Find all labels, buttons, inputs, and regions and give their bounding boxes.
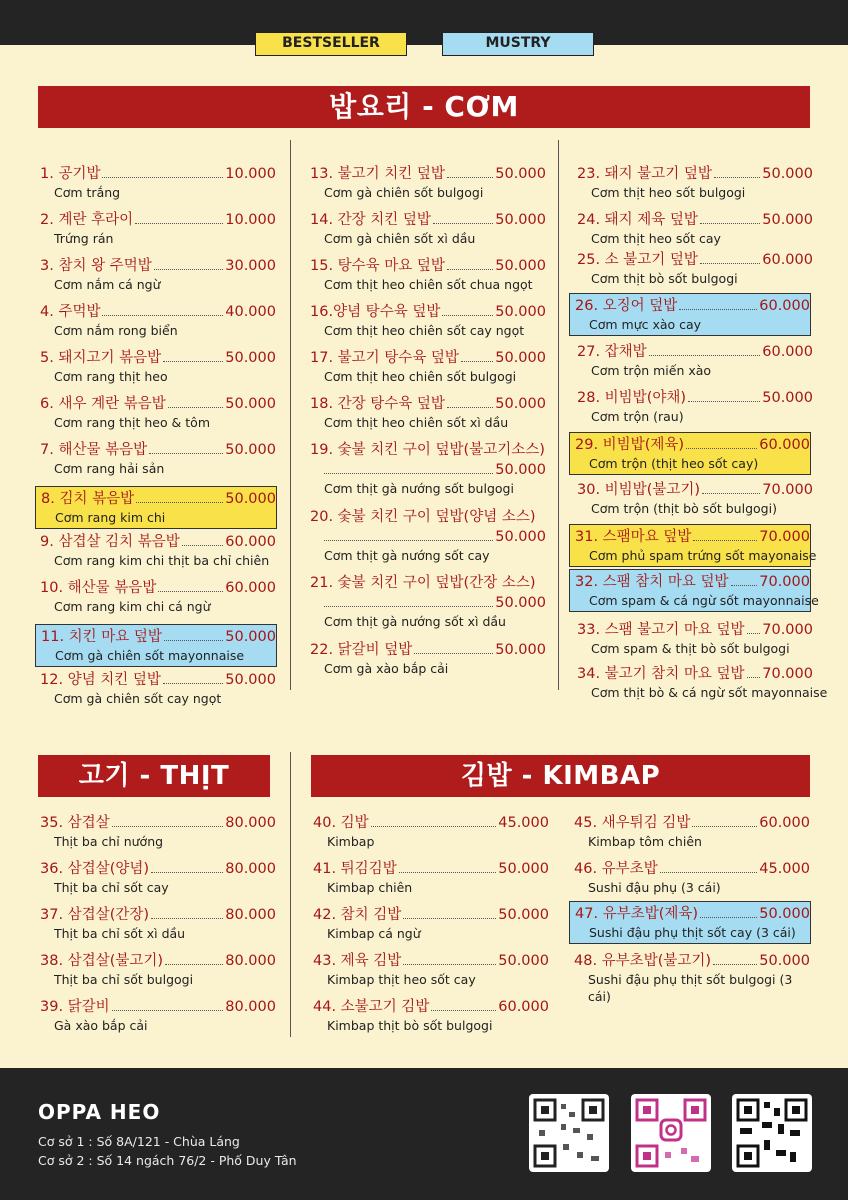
menu-item-description: Cơm rang kim chi thịt ba chỉ chiên: [54, 553, 270, 568]
menu-item-price: 80.000: [225, 953, 276, 969]
menu-item: [38, 164, 276, 201]
leader-dots: [403, 918, 496, 919]
leader-dots: [163, 683, 223, 684]
menu-item: [575, 620, 813, 657]
menu-item: [38, 997, 276, 1034]
menu-item-name: 28. 비빔밥(야채): [577, 390, 687, 406]
leader-dots: [447, 269, 493, 270]
menu-item-description: Thịt ba chỉ nướng: [54, 834, 164, 849]
menu-item-description: Cơm thịt gà nướng sốt xì dầu: [324, 614, 506, 629]
menu-item-description: Kimbap chiên: [327, 880, 413, 895]
menu-item: [38, 670, 276, 707]
leader-dots: [649, 355, 761, 356]
mustry-legend: MUSTRY: [442, 32, 594, 56]
menu-item-name: 36. 삼겹살(양념): [40, 861, 150, 877]
menu-item-name: 42. 참치 김밥: [313, 907, 402, 923]
menu-item-description: Kimbap tôm chiên: [588, 834, 702, 849]
menu-item-price: 50.000: [759, 906, 810, 922]
leader-dots: [112, 826, 224, 827]
leader-dots: [182, 545, 224, 546]
column-divider: [290, 140, 291, 690]
menu-item-name: 22. 닭갈비 덮밥: [310, 642, 413, 658]
leader-dots: [399, 872, 497, 873]
menu-item-price: 50.000: [759, 953, 810, 969]
menu-item-name: 2. 계란 후라이: [40, 212, 134, 228]
menu-item-name: 5. 돼지고기 볶음밥: [40, 350, 162, 366]
menu-item-price: 60.000: [762, 344, 813, 360]
menu-item-name: 15. 탕수육 마요 덮밥: [310, 258, 445, 274]
menu-item-price: 60.000: [225, 534, 276, 550]
menu-item-price: 70.000: [762, 666, 813, 682]
leader-dots: [324, 606, 493, 607]
menu-item-description: Thịt ba chỉ sốt bulgogi: [54, 972, 194, 987]
menu-item-name: 24. 돼지 제육 덮밥: [577, 212, 698, 228]
qr-code-icon[interactable]: [732, 1094, 812, 1172]
menu-item: [575, 664, 828, 701]
leader-dots: [660, 872, 758, 873]
leader-dots: [686, 448, 757, 449]
menu-item-description: Cơm spam & thịt bò sốt bulgogi: [591, 641, 790, 656]
leader-dots: [112, 1010, 224, 1011]
menu-item-name: 12. 양념 치킨 덮밥: [40, 672, 161, 688]
menu-item-price: 45.000: [759, 861, 810, 877]
menu-item-description: Cơm gà xào bắp cải: [324, 661, 449, 676]
menu-item: [308, 394, 546, 431]
menu-item-name: 45. 새우튀김 김밥: [574, 815, 691, 831]
menu-item: [572, 813, 810, 850]
leader-dots: [102, 315, 223, 316]
menu-item-price: 50.000: [495, 304, 546, 320]
menu-item-name: 29. 비빔밥(제육): [575, 437, 685, 453]
menu-item-name: 21. 숯불 치킨 구이 덮밥(간장 소스): [310, 575, 536, 591]
menu-item-price: 60.000: [759, 437, 810, 453]
menu-item: [38, 905, 276, 942]
menu-item-description: Cơm gà chiên sốt cay ngọt: [54, 691, 222, 706]
menu-item-price: 70.000: [762, 622, 813, 638]
menu-item-price: 50.000: [495, 350, 546, 366]
menu-item-price: 80.000: [225, 999, 276, 1015]
menu-item: [311, 905, 549, 942]
leader-dots: [692, 826, 757, 827]
leader-dots: [731, 585, 758, 586]
menu-item: [575, 388, 813, 425]
menu-item-name: 23. 돼지 불고기 덮밥: [577, 166, 712, 182]
menu-item-name: 20. 숯불 치킨 구이 덮밥(양념 소스): [310, 509, 536, 525]
menu-item-description: Cơm thịt heo sốt bulgogi: [591, 185, 746, 200]
menu-item-price: 60.000: [759, 815, 810, 831]
menu-item-price: 60.000: [759, 298, 810, 314]
leader-dots: [136, 502, 223, 503]
menu-item-description: Cơm rang thịt heo: [54, 369, 168, 384]
leader-dots: [165, 964, 223, 965]
menu-item: [311, 951, 549, 988]
column-divider: [558, 140, 559, 690]
menu-item-price: 60.000: [225, 580, 276, 596]
menu-item: [569, 432, 811, 475]
leader-dots: [461, 361, 493, 362]
menu-item: [569, 293, 811, 336]
menu-item-price: 80.000: [225, 861, 276, 877]
leader-dots: [102, 177, 223, 178]
menu-item-price: 10.000: [225, 212, 276, 228]
menu-item-name: 30. 비빔밥(불고기): [577, 482, 701, 498]
section-title-kimbap: 김밥 - KIMBAP: [311, 755, 810, 797]
menu-item: [38, 394, 276, 431]
menu-item-price: 80.000: [225, 815, 276, 831]
menu-item: [38, 951, 276, 988]
brand-name: OPPA HEO: [38, 1100, 161, 1124]
menu-item: [308, 640, 546, 677]
menu-item-price: 50.000: [495, 642, 546, 658]
menu-item-name: 43. 제육 김밥: [313, 953, 402, 969]
menu-item-price: 50.000: [498, 861, 549, 877]
leader-dots: [700, 263, 760, 264]
leader-dots: [324, 473, 493, 474]
menu-item-description: Cơm trộn (thịt bò sốt bulgogi): [591, 501, 777, 516]
menu-item-price: 50.000: [762, 166, 813, 182]
column-divider: [290, 752, 291, 1037]
leader-dots: [158, 591, 223, 592]
leader-dots: [700, 223, 760, 224]
menu-item-price: 50.000: [225, 672, 276, 688]
leader-dots: [702, 493, 760, 494]
menu-item-price: 50.000: [762, 212, 813, 228]
menu-item-name: 31. 스팸마요 덮밥: [575, 529, 692, 545]
menu-item: [38, 256, 276, 293]
menu-item-price: 10.000: [225, 166, 276, 182]
menu-item-description: Sushi đậu phụ thịt sốt bulgogi (3 cái): [588, 972, 793, 1004]
section-title-thit: 고기 - THỊT: [38, 755, 270, 797]
leader-dots: [688, 401, 760, 402]
leader-dots: [324, 540, 493, 541]
menu-item-description: Cơm thịt heo chiên sốt chua ngọt: [324, 277, 533, 292]
menu-item: [308, 164, 546, 201]
menu-item-description: Cơm rang thịt heo & tôm: [54, 415, 211, 430]
menu-item: [308, 256, 546, 293]
leader-dots: [154, 269, 224, 270]
menu-item: [575, 210, 813, 247]
menu-item-name: 38. 삼겹살(불고기): [40, 953, 164, 969]
menu-item-price: 50.000: [225, 442, 276, 458]
menu-item-name: 37. 삼겹살(간장): [40, 907, 150, 923]
menu-item: [308, 440, 546, 497]
menu-item-price: 50.000: [225, 350, 276, 366]
qr-code-icon[interactable]: [529, 1094, 609, 1172]
top-bar: [0, 0, 848, 45]
menu-item-name: 32. 스팸 참치 마요 덮밥: [575, 574, 729, 590]
menu-item-price: 30.000: [225, 258, 276, 274]
menu-item-name: 18. 간장 탕수육 덮밥: [310, 396, 445, 412]
menu-item-price: 50.000: [495, 396, 546, 412]
leader-dots: [414, 653, 493, 654]
menu-item-description: Cơm gà chiên sốt bulgogi: [324, 185, 484, 200]
menu-item-price: 70.000: [762, 482, 813, 498]
leader-dots: [679, 309, 757, 310]
leader-dots: [442, 315, 493, 316]
menu-item-price: 50.000: [495, 258, 546, 274]
menu-item-description: Cơm trộn (rau): [591, 409, 684, 424]
menu-item-description: Thịt ba chỉ sốt xì dầu: [54, 926, 186, 941]
menu-item: [572, 859, 810, 896]
menu-item-price: 50.000: [498, 907, 549, 923]
menu-item: [38, 348, 276, 385]
menu-item-description: Cơm rang kim chi: [55, 510, 166, 525]
menu-item-description: Trứng rán: [54, 231, 114, 246]
menu-item-name: 40. 김밥: [313, 815, 369, 831]
menu-item-name: 34. 불고기 참치 마요 덮밥: [577, 666, 745, 682]
menu-item-description: Sushi đậu phụ (3 cái): [588, 880, 721, 895]
menu-item: [311, 997, 549, 1034]
leader-dots: [371, 826, 497, 827]
menu-item: [575, 480, 813, 517]
menu-item: [38, 302, 276, 339]
menu-item-name: 44. 소불고기 김밥: [313, 999, 430, 1015]
leader-dots: [151, 872, 223, 873]
menu-item-price: 50.000: [495, 529, 546, 545]
bestseller-legend: BESTSELLER: [255, 32, 407, 56]
menu-item: [308, 573, 546, 630]
menu-item-name: 16.양념 탕수육 덮밥: [310, 304, 441, 320]
menu-item: [38, 578, 276, 615]
menu-item-description: Cơm thịt heo chiên sốt xì dầu: [324, 415, 509, 430]
menu-item-description: Cơm thịt heo chiên sốt cay ngọt: [324, 323, 525, 338]
menu-item-name: 14. 간장 치킨 덮밥: [310, 212, 431, 228]
address-1: Cơ sở 1 : Số 8A/121 - Chùa Láng: [38, 1134, 240, 1149]
menu-item-description: Kimbap cá ngừ: [327, 926, 421, 941]
menu-item-name: 9. 삼겹살 김치 볶음밥: [40, 534, 180, 550]
menu-item-name: 4. 주먹밥: [40, 304, 101, 320]
menu-item: [308, 348, 546, 385]
leader-dots: [149, 453, 223, 454]
menu-item-description: Cơm gà chiên sốt xì dầu: [324, 231, 476, 246]
menu-item: [575, 250, 813, 287]
menu-item-price: 70.000: [759, 574, 810, 590]
menu-item-description: Cơm thịt gà nướng sốt bulgogi: [324, 481, 514, 496]
leader-dots: [151, 918, 223, 919]
menu-item-name: 11. 치킨 마요 덮밥: [41, 629, 162, 645]
menu-item-price: 40.000: [225, 304, 276, 320]
menu-item-price: 60.000: [498, 999, 549, 1015]
leader-dots: [168, 407, 224, 408]
menu-item-price: 50.000: [225, 629, 276, 645]
menu-item-price: 50.000: [498, 953, 549, 969]
menu-item-description: Cơm thịt heo chiên sốt bulgogi: [324, 369, 517, 384]
menu-item-name: 1. 공기밥: [40, 166, 101, 182]
menu-item-name: 3. 참치 왕 주먹밥: [40, 258, 152, 274]
menu-item-description: Cơm spam & cá ngừ sốt mayonnaise: [589, 593, 819, 608]
menu-item-name: 25. 소 불고기 덮밥: [577, 252, 698, 268]
menu-item-description: Cơm rang hải sản: [54, 461, 165, 476]
menu-item-name: 46. 유부초밥: [574, 861, 658, 877]
menu-item-price: 50.000: [225, 491, 276, 507]
menu-item-price: 50.000: [762, 390, 813, 406]
menu-item: [38, 532, 276, 569]
menu-item: [35, 486, 277, 529]
menu-item-description: Cơm thịt bò sốt bulgogi: [591, 271, 738, 286]
menu-item-price: 70.000: [759, 529, 810, 545]
menu-item: [308, 507, 546, 564]
menu-item-description: Kimbap thịt bò sốt bulgogi: [327, 1018, 493, 1033]
leader-dots: [433, 223, 493, 224]
section-title-com: 밥요리 - CƠM: [38, 86, 810, 128]
menu-item-name: 8. 김치 볶음밥: [41, 491, 135, 507]
leader-dots: [431, 1010, 496, 1011]
menu-item: [575, 164, 813, 201]
menu-item: [575, 342, 813, 379]
menu-item-name: 33. 스팸 불고기 마요 덮밥: [577, 622, 745, 638]
menu-item-price: 60.000: [762, 252, 813, 268]
leader-dots: [447, 407, 493, 408]
menu-item: [569, 901, 811, 944]
menu-item-description: Cơm nắm cá ngừ: [54, 277, 161, 292]
leader-dots: [403, 964, 496, 965]
menu-item-description: Cơm trắng: [54, 185, 121, 200]
menu-item-description: Thịt ba chỉ sốt cay: [54, 880, 169, 895]
leader-dots: [747, 633, 761, 634]
leader-dots: [693, 540, 757, 541]
menu-item: [35, 624, 277, 667]
menu-item-name: 13. 불고기 치킨 덮밥: [310, 166, 445, 182]
instagram-qr-code-icon[interactable]: [631, 1094, 711, 1172]
menu-item-description: Cơm mực xào cay: [589, 317, 702, 332]
menu-item-name: 48. 유부초밥(불고기): [574, 953, 712, 969]
menu-item-name: 27. 잡채밥: [577, 344, 647, 360]
menu-item-name: 41. 튀김김밥: [313, 861, 397, 877]
menu-item-description: Cơm thịt bò & cá ngừ sốt mayonnaise: [591, 685, 828, 700]
leader-dots: [714, 177, 760, 178]
menu-item-price: 45.000: [498, 815, 549, 831]
menu-item-price: 50.000: [495, 595, 546, 611]
leader-dots: [713, 964, 757, 965]
menu-item-description: Cơm rang kim chi cá ngừ: [54, 599, 211, 614]
menu-item-name: 39. 닭갈비: [40, 999, 110, 1015]
menu-item-description: Kimbap: [327, 834, 375, 849]
menu-item-price: 50.000: [225, 396, 276, 412]
menu-item-description: Cơm gà chiên sốt mayonnaise: [55, 648, 245, 663]
leader-dots: [164, 640, 223, 641]
menu-item: [38, 210, 276, 247]
menu-item-name: 26. 오징어 덮밥: [575, 298, 678, 314]
menu-item: [38, 859, 276, 896]
menu-item-name: 6. 새우 계란 볶음밥: [40, 396, 166, 412]
menu-item-price: 50.000: [495, 212, 546, 228]
menu-item: [569, 569, 819, 612]
menu-item-description: Gà xào bắp cải: [54, 1018, 148, 1033]
address-2: Cơ sở 2 : Số 14 ngách 76/2 - Phố Duy Tân: [38, 1153, 297, 1168]
menu-item-price: 50.000: [495, 462, 546, 478]
menu-item: [569, 524, 817, 567]
menu-item: [308, 210, 546, 247]
menu-item: [38, 813, 276, 850]
menu-item: [311, 813, 549, 850]
menu-item-price: 80.000: [225, 907, 276, 923]
menu-item-name: 10. 해산물 볶음밥: [40, 580, 157, 596]
menu-item-description: Sushi đậu phụ thịt sốt cay (3 cái): [589, 925, 796, 940]
menu-item-description: Cơm trộn (thịt heo sốt cay): [589, 456, 759, 471]
menu-item-name: 47. 유부초밥(제육): [575, 906, 699, 922]
menu-item-name: 19. 숯불 치킨 구이 덮밥(불고기소스): [310, 442, 545, 458]
leader-dots: [163, 361, 223, 362]
menu-item: [572, 951, 810, 1005]
menu-item-name: 7. 해산물 볶음밥: [40, 442, 148, 458]
menu-item: [308, 302, 546, 339]
menu-item-name: 17. 불고기 탕수육 덮밥: [310, 350, 459, 366]
menu-item-description: Cơm thịt gà nướng sốt cay: [324, 548, 490, 563]
leader-dots: [747, 677, 761, 678]
menu-item-description: Kimbap thịt heo sốt cay: [327, 972, 476, 987]
menu-item-name: 35. 삼겹살: [40, 815, 110, 831]
menu-item-description: Cơm nắm rong biển: [54, 323, 178, 338]
menu-item-description: Cơm thịt heo sốt cay: [591, 231, 721, 246]
menu-item-description: Cơm trộn miến xào: [591, 363, 712, 378]
leader-dots: [135, 223, 223, 224]
menu-item: [38, 440, 276, 477]
leader-dots: [700, 917, 757, 918]
menu-item-description: Cơm phủ spam trứng sốt mayonaise: [589, 548, 817, 563]
menu-item: [311, 859, 549, 896]
leader-dots: [447, 177, 493, 178]
menu-item-price: 50.000: [495, 166, 546, 182]
